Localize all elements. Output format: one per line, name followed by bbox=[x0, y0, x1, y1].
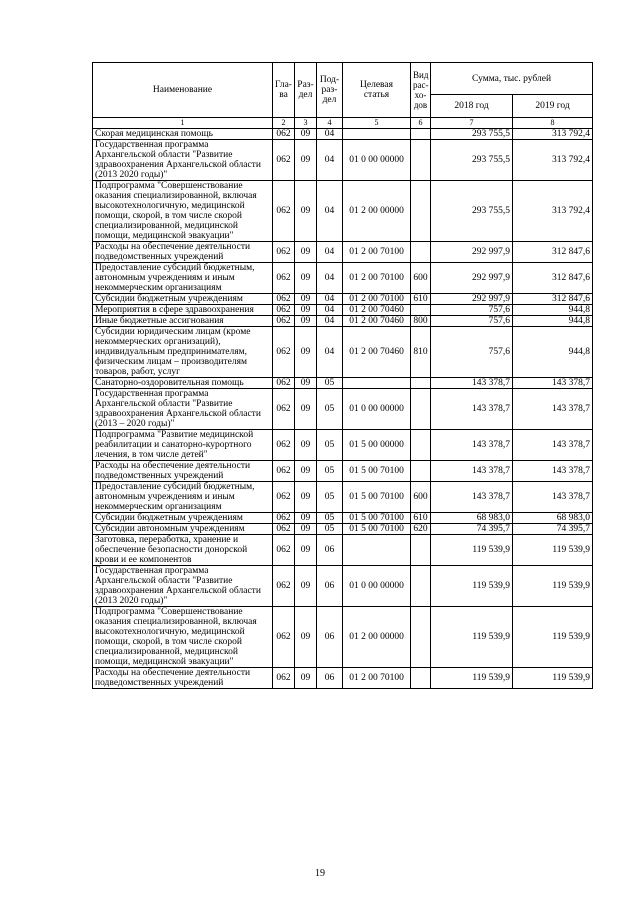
row-section-cell: 09 bbox=[295, 129, 317, 140]
row-sum-2018-cell: 292 997,9 bbox=[431, 294, 513, 305]
row-expense-type-cell: 610 bbox=[411, 294, 431, 305]
row-target-article-cell: 01 0 00 00000 bbox=[343, 140, 411, 181]
column-number-cell: 6 bbox=[411, 118, 431, 129]
row-expense-type-cell bbox=[411, 461, 431, 482]
row-chapter-cell: 062 bbox=[273, 513, 295, 524]
row-chapter-cell: 062 bbox=[273, 242, 295, 263]
column-number-cell: 2 bbox=[273, 118, 295, 129]
row-section-cell: 09 bbox=[295, 430, 317, 461]
row-chapter-cell: 062 bbox=[273, 263, 295, 294]
row-chapter-cell: 062 bbox=[273, 461, 295, 482]
row-sum-2019-cell: 944,8 bbox=[513, 327, 593, 378]
row-chapter-cell: 062 bbox=[273, 378, 295, 389]
row-sum-2018-cell: 143 378,7 bbox=[431, 389, 513, 430]
row-expense-type-cell bbox=[411, 607, 431, 668]
table-row bbox=[93, 535, 593, 566]
row-sum-2018-cell: 757,6 bbox=[431, 327, 513, 378]
row-chapter-cell: 062 bbox=[273, 316, 295, 327]
column-number-cell: 4 bbox=[317, 118, 343, 129]
row-sum-2019-cell: 312 847,6 bbox=[513, 242, 593, 263]
row-name-cell: Скорая медицинская помощь bbox=[93, 129, 273, 140]
row-target-article-cell bbox=[343, 378, 411, 389]
row-name-cell: Субсидии юридическим лицам (кроме некоммерческих организаций), индивидуальным предпринимателям, физическим лицам – производителям товаров, работ, услуг bbox=[93, 327, 273, 378]
row-target-article-cell: 01 5 00 70100 bbox=[343, 524, 411, 535]
row-section-cell: 09 bbox=[295, 181, 317, 242]
row-sum-2018-cell: 119 539,9 bbox=[431, 566, 513, 607]
row-name-cell: Субсидии автономным учреждениям bbox=[93, 524, 273, 535]
row-chapter-cell: 062 bbox=[273, 129, 295, 140]
row-name-cell: Государственная программа Архангельской области "Развитие здравоохранения Архангельской области (2013 2020 годы)" bbox=[93, 140, 273, 181]
row-target-article-cell: 01 2 00 70460 bbox=[343, 316, 411, 327]
row-subsection-cell: 06 bbox=[317, 607, 343, 668]
row-subsection-cell: 05 bbox=[317, 482, 343, 513]
row-section-cell: 09 bbox=[295, 535, 317, 566]
row-section-cell: 09 bbox=[295, 378, 317, 389]
row-sum-2019-cell: 312 847,6 bbox=[513, 294, 593, 305]
row-subsection-cell: 05 bbox=[317, 513, 343, 524]
row-name-cell: Санаторно-оздоровительная помощь bbox=[93, 378, 273, 389]
row-target-article-cell: 01 2 00 70100 bbox=[343, 242, 411, 263]
table-row bbox=[93, 140, 593, 181]
row-expense-type-cell: 620 bbox=[411, 524, 431, 535]
header-name: Наименование bbox=[93, 63, 273, 118]
row-sum-2019-cell: 119 539,9 bbox=[513, 535, 593, 566]
row-section-cell: 09 bbox=[295, 607, 317, 668]
row-chapter-cell: 062 bbox=[273, 668, 295, 689]
row-sum-2018-cell: 74 395,7 bbox=[431, 524, 513, 535]
row-sum-2019-cell: 74 395,7 bbox=[513, 524, 593, 535]
row-expense-type-cell: 610 bbox=[411, 513, 431, 524]
row-sum-2018-cell: 143 378,7 bbox=[431, 430, 513, 461]
row-name-cell: Мероприятия в сфере здравоохранения bbox=[93, 305, 273, 316]
row-chapter-cell: 062 bbox=[273, 140, 295, 181]
column-number-cell: 7 bbox=[431, 118, 513, 129]
row-name-cell: Расходы на обеспечение деятельности подведомственных учреждений bbox=[93, 668, 273, 689]
table-row bbox=[93, 327, 593, 378]
row-target-article-cell: 01 2 00 70100 bbox=[343, 294, 411, 305]
row-chapter-cell: 062 bbox=[273, 389, 295, 430]
row-section-cell: 09 bbox=[295, 263, 317, 294]
row-sum-2019-cell: 312 847,6 bbox=[513, 263, 593, 294]
row-sum-2018-cell: 119 539,9 bbox=[431, 535, 513, 566]
row-chapter-cell: 062 bbox=[273, 482, 295, 513]
row-subsection-cell: 04 bbox=[317, 140, 343, 181]
row-subsection-cell: 04 bbox=[317, 327, 343, 378]
row-section-cell: 09 bbox=[295, 242, 317, 263]
row-subsection-cell: 04 bbox=[317, 242, 343, 263]
row-section-cell: 09 bbox=[295, 524, 317, 535]
row-chapter-cell: 062 bbox=[273, 305, 295, 316]
row-sum-2018-cell: 143 378,7 bbox=[431, 461, 513, 482]
column-number-cell: 8 bbox=[513, 118, 593, 129]
row-chapter-cell: 062 bbox=[273, 181, 295, 242]
header-chapter: Гла- ва bbox=[273, 63, 295, 118]
row-sum-2018-cell: 293 755,5 bbox=[431, 140, 513, 181]
row-section-cell: 09 bbox=[295, 389, 317, 430]
row-expense-type-cell bbox=[411, 389, 431, 430]
row-name-cell: Подпрограмма "Развитие медицинской реабилитации и санаторно-курортного лечения, в том числе детей" bbox=[93, 430, 273, 461]
row-expense-type-cell bbox=[411, 181, 431, 242]
row-sum-2018-cell: 68 983,0 bbox=[431, 513, 513, 524]
row-expense-type-cell bbox=[411, 566, 431, 607]
row-chapter-cell: 062 bbox=[273, 535, 295, 566]
row-sum-2018-cell: 757,6 bbox=[431, 305, 513, 316]
row-sum-2019-cell: 143 378,7 bbox=[513, 461, 593, 482]
row-name-cell: Расходы на обеспечение деятельности подведомственных учреждений bbox=[93, 461, 273, 482]
row-target-article-cell: 01 2 00 70460 bbox=[343, 305, 411, 316]
table-body bbox=[93, 129, 593, 689]
row-name-cell: Расходы на обеспечение деятельности подведомственных учреждений bbox=[93, 242, 273, 263]
header-year-2019: 2019 год bbox=[513, 95, 593, 118]
column-number-cell: 3 bbox=[295, 118, 317, 129]
table-row bbox=[93, 566, 593, 607]
row-subsection-cell: 05 bbox=[317, 461, 343, 482]
row-sum-2018-cell: 143 378,7 bbox=[431, 482, 513, 513]
table-row bbox=[93, 242, 593, 263]
table-row bbox=[93, 607, 593, 668]
row-sum-2019-cell: 143 378,7 bbox=[513, 378, 593, 389]
row-expense-type-cell bbox=[411, 378, 431, 389]
row-sum-2018-cell: 293 755,5 bbox=[431, 181, 513, 242]
row-target-article-cell: 01 0 00 00000 bbox=[343, 566, 411, 607]
row-expense-type-cell: 800 bbox=[411, 316, 431, 327]
row-expense-type-cell bbox=[411, 129, 431, 140]
row-chapter-cell: 062 bbox=[273, 566, 295, 607]
row-target-article-cell: 01 2 00 00000 bbox=[343, 181, 411, 242]
row-expense-type-cell: 600 bbox=[411, 263, 431, 294]
header-expense-type: Вид рас- хо- дов bbox=[411, 63, 431, 118]
row-expense-type-cell: 810 bbox=[411, 327, 431, 378]
row-sum-2019-cell: 313 792,4 bbox=[513, 181, 593, 242]
table-row bbox=[93, 389, 593, 430]
row-section-cell: 09 bbox=[295, 482, 317, 513]
row-sum-2018-cell: 292 997,9 bbox=[431, 263, 513, 294]
row-name-cell: Заготовка, переработка, хранение и обеспечение безопасности донорской крови и ее компонентов bbox=[93, 535, 273, 566]
row-name-cell: Субсидии бюджетным учреждениям bbox=[93, 513, 273, 524]
table-row bbox=[93, 305, 593, 316]
row-sum-2019-cell: 119 539,9 bbox=[513, 668, 593, 689]
row-sum-2019-cell: 143 378,7 bbox=[513, 482, 593, 513]
row-subsection-cell: 05 bbox=[317, 524, 343, 535]
row-section-cell: 09 bbox=[295, 668, 317, 689]
row-chapter-cell: 062 bbox=[273, 327, 295, 378]
row-sum-2019-cell: 119 539,9 bbox=[513, 566, 593, 607]
header-subsection: Под- раз- дел bbox=[317, 63, 343, 118]
row-target-article-cell: 01 2 00 70460 bbox=[343, 327, 411, 378]
row-subsection-cell: 04 bbox=[317, 316, 343, 327]
row-sum-2019-cell: 143 378,7 bbox=[513, 389, 593, 430]
column-number-cell: 5 bbox=[343, 118, 411, 129]
row-section-cell: 09 bbox=[295, 305, 317, 316]
row-sum-2019-cell: 944,8 bbox=[513, 305, 593, 316]
table-row bbox=[93, 263, 593, 294]
row-target-article-cell: 01 5 00 00000 bbox=[343, 430, 411, 461]
row-subsection-cell: 05 bbox=[317, 430, 343, 461]
table-row bbox=[93, 430, 593, 461]
row-section-cell: 09 bbox=[295, 316, 317, 327]
row-chapter-cell: 062 bbox=[273, 294, 295, 305]
row-sum-2019-cell: 143 378,7 bbox=[513, 430, 593, 461]
table-row bbox=[93, 668, 593, 689]
row-target-article-cell bbox=[343, 129, 411, 140]
row-section-cell: 09 bbox=[295, 513, 317, 524]
header-sum: Сумма, тыс. рублей bbox=[431, 63, 593, 95]
column-number-row bbox=[93, 118, 593, 129]
row-target-article-cell: 01 2 00 00000 bbox=[343, 607, 411, 668]
row-expense-type-cell bbox=[411, 535, 431, 566]
row-target-article-cell: 01 2 00 70100 bbox=[343, 263, 411, 294]
row-section-cell: 09 bbox=[295, 294, 317, 305]
page-number: 19 bbox=[315, 868, 325, 879]
row-expense-type-cell bbox=[411, 140, 431, 181]
row-name-cell: Субсидии бюджетным учреждениям bbox=[93, 294, 273, 305]
row-name-cell: Подпрограмма "Совершенствование оказания специализированной, включая высокотехнологичную, медицинской помощи, скорой, в том числе скорой специализированной, медицинской помощи, медицинской эвакуации" bbox=[93, 607, 273, 668]
row-sum-2018-cell: 292 997,9 bbox=[431, 242, 513, 263]
table-row bbox=[93, 461, 593, 482]
row-expense-type-cell: 600 bbox=[411, 482, 431, 513]
row-target-article-cell: 01 2 00 70100 bbox=[343, 668, 411, 689]
row-subsection-cell: 06 bbox=[317, 668, 343, 689]
row-chapter-cell: 062 bbox=[273, 524, 295, 535]
table-row bbox=[93, 294, 593, 305]
row-target-article-cell: 01 5 00 70100 bbox=[343, 513, 411, 524]
table-row bbox=[93, 129, 593, 140]
row-chapter-cell: 062 bbox=[273, 430, 295, 461]
row-expense-type-cell bbox=[411, 242, 431, 263]
row-target-article-cell: 01 5 00 70100 bbox=[343, 461, 411, 482]
row-sum-2018-cell: 119 539,9 bbox=[431, 607, 513, 668]
row-sum-2019-cell: 313 792,4 bbox=[513, 140, 593, 181]
row-name-cell: Государственная программа Архангельской области "Развитие здравоохранения Архангельской области (2013 2020 годы)" bbox=[93, 566, 273, 607]
row-target-article-cell bbox=[343, 535, 411, 566]
row-name-cell: Иные бюджетные ассигнования bbox=[93, 316, 273, 327]
header-target-article: Целевая статья bbox=[343, 63, 411, 118]
row-name-cell: Подпрограмма "Совершенствование оказания специализированной, включая высокотехнологичную, медицинской помощи, скорой, в том числе скорой специализированной, медицинской помощи, медицинской эвакуации" bbox=[93, 181, 273, 242]
row-section-cell: 09 bbox=[295, 327, 317, 378]
row-sum-2018-cell: 757,6 bbox=[431, 316, 513, 327]
row-subsection-cell: 04 bbox=[317, 263, 343, 294]
row-sum-2019-cell: 313 792,4 bbox=[513, 129, 593, 140]
table-row bbox=[93, 513, 593, 524]
row-subsection-cell: 04 bbox=[317, 294, 343, 305]
row-sum-2019-cell: 944,8 bbox=[513, 316, 593, 327]
row-expense-type-cell bbox=[411, 668, 431, 689]
row-sum-2018-cell: 293 755,5 bbox=[431, 129, 513, 140]
row-sum-2019-cell: 68 983,0 bbox=[513, 513, 593, 524]
row-subsection-cell: 04 bbox=[317, 129, 343, 140]
row-expense-type-cell bbox=[411, 430, 431, 461]
row-section-cell: 09 bbox=[295, 140, 317, 181]
table-row bbox=[93, 524, 593, 535]
row-name-cell: Предоставление субсидий бюджетным, автономным учреждениям и иным некоммерческим организациям bbox=[93, 482, 273, 513]
row-expense-type-cell bbox=[411, 305, 431, 316]
row-subsection-cell: 06 bbox=[317, 566, 343, 607]
row-sum-2018-cell: 143 378,7 bbox=[431, 378, 513, 389]
table-row bbox=[93, 482, 593, 513]
row-target-article-cell: 01 0 00 00000 bbox=[343, 389, 411, 430]
row-chapter-cell: 062 bbox=[273, 607, 295, 668]
header-section: Раз- дел bbox=[295, 63, 317, 118]
row-target-article-cell: 01 5 00 70100 bbox=[343, 482, 411, 513]
column-number-cell: 1 bbox=[93, 118, 273, 129]
row-subsection-cell: 06 bbox=[317, 535, 343, 566]
table-row bbox=[93, 378, 593, 389]
row-subsection-cell: 05 bbox=[317, 378, 343, 389]
budget-table bbox=[92, 62, 593, 689]
row-sum-2018-cell: 119 539,9 bbox=[431, 668, 513, 689]
table-row bbox=[93, 316, 593, 327]
row-section-cell: 09 bbox=[295, 566, 317, 607]
row-subsection-cell: 04 bbox=[317, 181, 343, 242]
row-name-cell: Предоставление субсидий бюджетным, автономным учреждениям и иным некоммерческим организациям bbox=[93, 263, 273, 294]
row-name-cell: Государственная программа Архангельской области "Развитие здравоохранения Архангельской области (2013 – 2020 годы)" bbox=[93, 389, 273, 430]
row-subsection-cell: 04 bbox=[317, 305, 343, 316]
header-year-2018: 2018 год bbox=[431, 95, 513, 118]
table-row bbox=[93, 181, 593, 242]
row-section-cell: 09 bbox=[295, 461, 317, 482]
row-subsection-cell: 05 bbox=[317, 389, 343, 430]
row-sum-2019-cell: 119 539,9 bbox=[513, 607, 593, 668]
